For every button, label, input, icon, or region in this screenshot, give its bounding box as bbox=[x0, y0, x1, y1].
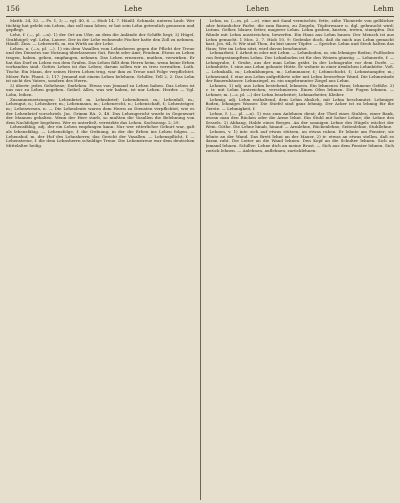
entry-paragraph: Matth. 24, 32. — Ps. 1, 3; — vgl. 40, 6. — Hiob 14, 7. Häußl. Schmalz, unterm Laub. Wer tüchtig hat gelebt ein Leben, das soll man loben; er hat sein Lehn getreulich genossen und gepflegt. bbox=[6, 19, 195, 33]
right-column bbox=[206, 19, 395, 500]
entry-paragraph: Lehm, m. (—es, pl. —e). eine mit Sand vermischte, fette, zähe Thonerde von gelblicher oder bräunlicher Farbe, die zum Bauen, zu Ziegeln, Töpferwaare u. dgl. gebraucht wird; Lutum. Gelber, blauer, fetter, magerer Lehm. Lehm graben, kneten, treten, stampfen. Die Wände mit Lehm ausstreichen, bewerfen. Ein Haus aus Lehm bauen. Der Mensch ist aus Lehm gemacht. 1 Mos. 2, 7. Hiob 10, 9: Gedenke doch, daß du mich aus Lehm gemacht hast. Jes. 64, 8: Wir sind Thon, du bist unser Töpfer. — Sprichw. Lehm und Stroh halten das Haus; Wer im Lehm sitzt, wird davon beschmutzt. bbox=[205, 19, 394, 51]
entry-paragraph: Lehmig, adj. Lehm enthaltend, dem Lehm ähnlich, mit Lehm beschmutzt. Lehmiger Boden, lehmiges Wasser. Die Stiefel sind ganz lehmig. Der Acker ist zu lehmig für die Gerste. — Lehmigkeit, f. bbox=[205, 96, 394, 111]
entry-paragraph: Lehensfähig, adj. der ein Lehen empfangen kann. Nur wer ritterlicher Geburt war, galt als lehensfähig. — Lehensfolge, f. die Ordnung, in der die Erben ins Lehen folgen. — Lehenshof, m. der Hof des Lehnsherrn; das Gericht der Vasallen. — Lehenspflicht, f. — Lehenstreue, f. die dem Lehnsherrn schuldige Treue. Die Lehenstreue war dem deutschen Mittelalter heilig. bbox=[6, 124, 195, 148]
entry-paragraph: Lehmarbeit, f. Arbeit in oder mit Lehm. — Lehmboden, m. ein lehmiger Boden; Fußboden von festgestampftem Lehm. Der Lehmboden ist für den Weizen günstig. — Lehmerde, f. — Lehmgrube, f. Grube, aus der man Lehm gräbt. In der Lehmgrube vor dem Dorfe. — Lehmhütte, f. eine aus Lehm gebaute Hütte. Er wohnte in einer ärmlichen Lehmhütte. Voß. — Lehmkalk, m.; Lehmklumpen, m.; Lehmmauer, f.; Lehmschicht, f.; Lehmstampfer, m.; Lehmwand, f. eine aus Lehm aufgeführte oder mit Lehm beworfene Wand. Die Lehmwände der Bauernhäuser. Lehmziegel, m. ein ungebrannter Ziegel aus Lehm. bbox=[205, 50, 394, 84]
page-number: 156 bbox=[6, 5, 20, 13]
text-columns bbox=[6, 19, 394, 500]
page-header bbox=[6, 3, 394, 15]
entry-paragraph: Lehmen, 1) adj. aus Lehm bestehend, lehmern. Ein lehmenes Haus; lehmene Gefäße. 2) v. tr. mit Lehm bestreichen, verschmieren. Einen Ofen lehmen. Die Fugen lehmen. — Lehmer, m. (—s, pl. —) der Lehm bearbeitet; Lehmarbeiter, Kleiber. bbox=[205, 82, 394, 97]
entry-paragraph: Lehen, n. (—s, pl. —). 1) ein dem Vasallen vom Lehnsherrn gegen die Pflicht der Treue und des Dienstes zur Nutzung überlassenes Gut, Recht oder Amt; Feudum. Etwas zu Lehen tragen, haben, geben, empfangen, nehmen. Das Lehen erneuern, muthen, verwirken. Er hat das Dorf zu Lehen von dem Grafen. Das Lehen fällt dem Herrn heim, wenn keine Erben vorhanden sind. Gottes Lehen ist das Leben; darum sollen wir es treu verwalten. Luth. Tischr. Ein Mann, der seines Herrn Lehen trug, war ihm zu Treue und Folge verpflichtet. Möser Patr. Phant. 2, 117. Jemand mit einem Lehen belehnen. Schiller, Tell 2, 2. Das Lehn ist nicht des Vaters, sondern des Herrn. bbox=[6, 45, 195, 84]
entry-paragraph: 2) übertr. jedes Geliehene; Darlehen. Etwas von Jemand zu Lehen haben. Das Leben ist uns nur zu Lehen gegeben. Geibel. Alles, was wir haben, ist nur Lehen. Herder. — Vgl. Lohn, leihen. bbox=[6, 82, 195, 97]
header-left-term: Lehe bbox=[123, 5, 143, 13]
header-right-term: Lehm bbox=[373, 5, 394, 13]
column-divider bbox=[200, 19, 201, 500]
entry-paragraph: Zusammensetzungen: Lehenbrief, m. Lehnsbrief; Lehendienst, m.; Lehenfall, m.; Lehengut, n.; Lehenherr, m.; Lehenmann, m.; Lehenrecht, n.; Lehenschaft, f.; Lehenträger, m.; Lehenwesen, n. — Die Lehenleute waren dem Herrn zu Diensten verpflichtet, wie es der Lehenbrief vorschrieb. Jac. Grimm RA. 2, 48. Das Lehengericht wurde in Gegenwart der Mannen gehalten. Wenn der Herr starb, so mußten die Vasallen die Belehnung von dem Nachfolger begehren. Wer es unterließ, verwirkte das Lehen. Sachsensp. 2, 29. bbox=[6, 96, 195, 125]
left-column bbox=[6, 19, 195, 500]
header-rule bbox=[6, 16, 394, 17]
header-center-term: Lehen bbox=[246, 5, 270, 13]
entry-paragraph: Lehnen, v. 1) intr. sich auf etwas stützen, an etwas ruhen. Er lehnte am Fenster; sie lehnte an der Wand. Das Brett lehnt an der Mauer. 2) tr. etwas an etwas stellen, daß es daran ruht. Die Leiter an die Wand lehnen. Den Kopf an die Schulter lehnen. Sich an Jemand lehnen. Schiller: Lehne dich an meine Brust. — Sich aus dem Fenster lehnen. Sich zurück lehnen. — Anlehnen, auflehnen, zurücklehnen. bbox=[205, 129, 394, 153]
entry-paragraph: Lehne, f. (—, pl. —n). 1) was zum Anlehnen dient; der Theil eines Stuhles, einer Bank, woran man den Rücken oder die Arme lehnt. Ein Stuhl mit hoher Lehne; die Lehne des Sessels. 2) Abhang, Halde eines Berges. An der sonnigen Lehne des Hügels wächst der Wein. Göthe. Die Lehne hinab, hinauf. — Armlehne, Rückenlehne, Seitenlehne, Stuhllehne. bbox=[205, 110, 394, 130]
entry-paragraph: Lehe, f. (—, pl. —n). 1) der Ort am Ufer, an dem die Anlände der Schiffe liegt; 2) Hügel, Grabhügel; vgl. Lehn, Lauwe. Der in der Lehe wohnende Fischer hatte den Zoll zu nehmen. Häußl. Zins. — Lehewirth, m. ein Wirth an der Lehe. bbox=[6, 31, 195, 47]
